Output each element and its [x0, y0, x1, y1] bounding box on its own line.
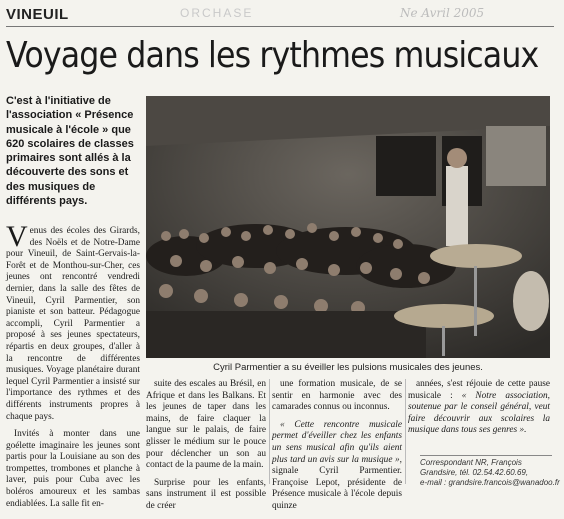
column-rule: [405, 379, 406, 484]
correspondent-credit: Correspondant NR, François Grandsire, tél. 02.54.42.60.69, e-mail : grandsire.francois@wanadoo.fr: [420, 458, 560, 487]
paragraph: Invités à monter dans une goélette imaginaire les jeunes sont partis pour la Louisiane au son des trompettes, trombones et planche à laver, puis pour Cuba avec les boléros amoureux et les sambas endiablées. La salle fit en-: [6, 429, 140, 509]
article-column-2: [146, 379, 266, 519]
article-column-3: [272, 379, 402, 519]
drop-cap: V: [6, 220, 28, 253]
paragraph: suite des escales au Brésil, en Afrique et dans les Balkans. Et les jeunes de taper dans les mains, de faire claquer la langue sur le palais, de faire glisser le médium sur le pouce pour déclencher un son au contact de la paume de la main.: [146, 379, 266, 471]
paragraph: une formation musicale, de se sentir en harmonie avec des camarades connus ou inconnus.: [272, 379, 402, 413]
column-rule: [269, 379, 270, 484]
photo-caption: Cyril Parmentier a su éveiller les pulsions musicales des jeunes.: [213, 362, 483, 373]
handwritten-date: Ne Avril 2005: [400, 6, 485, 20]
photo-illustration: [146, 96, 550, 358]
section-tag: VINEUIL: [6, 6, 69, 23]
paragraph: années, s'est réjouie de cette pause musicale : « Notre association, soutenue par le conseil général, veut faire découvrir aux scolaires la musique dans tous ses genres ».: [408, 379, 550, 436]
concert-photo: [146, 96, 550, 358]
headline: Voyage dans les rythmes musicaux: [6, 35, 539, 76]
lead-paragraph: C'est à l'initiative de l'association « Présence musicale à l'école » que 620 scolaires de classes primaires sont allés à la découverte des sons et des musiques de différents pays.: [6, 95, 134, 208]
paragraph: Venus des écoles des Girards, des Noëls et de Notre-Dame pour Vineuil, de Saint-Gervais-la-Forêt et de Monthou-sur-Cher, ces jeunes ont rencontré vendredi dernier, dans la salle des fêtes de Vineuil, Cyril Parmentier, son pianiste et son batteur. Pédagogue accompli, Cyril Parmentier a proposé à ses jeunes spectateurs, répartis en deux groupes, d'aller à la rencontre de différentes musiques. Voyage planétaire durant lequel Cyril Parmentier a insisté sur l'importance des rythmes et des différents instruments propres à chaque pays.: [6, 220, 140, 422]
article-column-4: [408, 379, 550, 443]
section-rule: [6, 26, 554, 27]
paragraph: « Cette rencontre musicale permet d'éveiller chez les enfants un sens musical afin qu'ils aient plus tard un avis sur la musique », signale Cyril Parmentier. Françoise Lepot, présidente de Présence musicale à l'école depuis quinze: [272, 419, 402, 511]
article-column-1: [6, 220, 140, 516]
paragraph: Surprise pour les enfants, sans instrument il est possible de créer: [146, 477, 266, 511]
faded-stamp: ORCHASE: [180, 6, 254, 20]
credit-rule: [420, 455, 552, 456]
